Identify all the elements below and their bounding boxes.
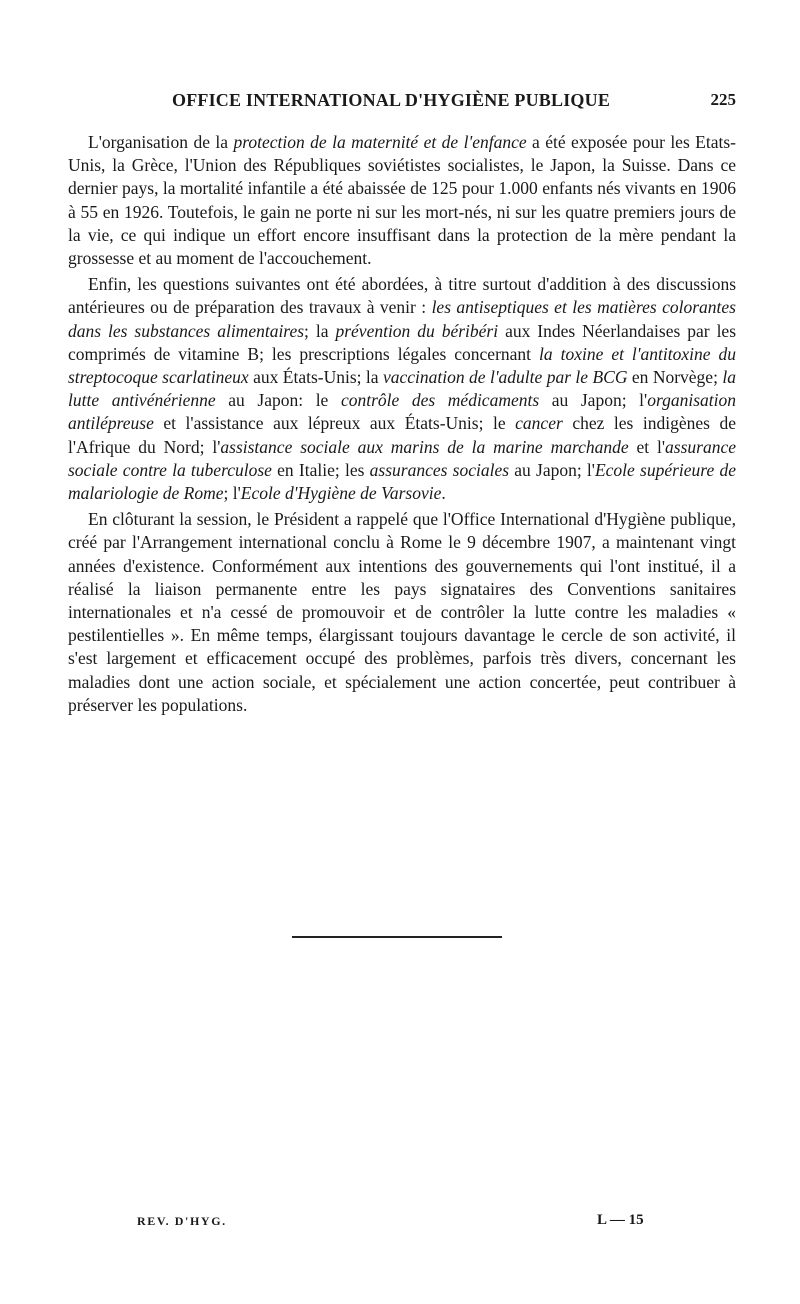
text-run: Enfin, les questions suivantes ont été abordées, à titre surtout d'addition à des discussions antérieures ou de préparation des travaux à venir : bbox=[68, 274, 736, 318]
text-run: L'organisation de la bbox=[88, 132, 234, 152]
italic-text-run: Ecole supérieure de malariologie de Rome bbox=[68, 459, 736, 504]
text-run: et l'assistance aux lépreux aux États-Unis; le bbox=[153, 413, 516, 434]
italic-text-run: prévention du béribéri bbox=[335, 320, 499, 341]
italic-text-run: Ecole d'Hygiène de Varsovie bbox=[240, 483, 442, 504]
italic-text-run: vaccination de l'adulte par le BCG bbox=[382, 367, 628, 388]
running-title: OFFICE INTERNATIONAL D'HYGIÈNE PUBLIQUE bbox=[172, 90, 611, 110]
text-run: ; l' bbox=[223, 483, 241, 504]
italic-text-run: organisation antilépreuse bbox=[68, 390, 736, 434]
text-run: et l' bbox=[628, 436, 666, 457]
journal-footer: REV. D'HYG. bbox=[137, 1214, 227, 1228]
text-run: En clôturant la session, le Président a rappelé que l'Office International d'Hygiène publique, créé par l'Arrangement international conclu à Rome le 9 décembre 1907, a maintenant vingt années d'existence. Conformément aux intentions des gouvernements qui l'ont institué, il a réalisé la liaison permanente entre les pays signataires des Conventions sanitaires internationales et n'a cessé de promouvoir et de contrôler la lutte contre les maladies « pestilentielles ». En même temps, élargissant toujours davantage le cercle de son activité, il s'est largement et efficacement occupé des problèmes, parfois très divers, concernant les maladies dont une action sociale, et spécialement une action concertée, peut contribuer à préserver les populations. bbox=[68, 509, 736, 715]
text-run: aux Indes Néerlandaises par les comprimés de vitamine B; les prescriptions légales concernant bbox=[68, 320, 737, 364]
text-run: au Japon; l' bbox=[539, 390, 648, 411]
paragraph bbox=[68, 508, 736, 717]
italic-text-run: la toxine et l'antitoxine du streptocoque scarlatineux bbox=[68, 343, 736, 388]
paragraph bbox=[68, 131, 736, 270]
italic-text-run: les antiseptiques et les matières colorantes dans les substances alimentaires bbox=[68, 297, 736, 341]
body-text bbox=[68, 131, 736, 720]
italic-text-run: assistance sociale aux marins de la marine marchande bbox=[220, 436, 629, 457]
text-run: en Italie; les bbox=[271, 459, 370, 480]
text-run: au Japon: le bbox=[215, 390, 341, 411]
text-run: ; la bbox=[304, 320, 336, 341]
italic-text-run: cancer bbox=[515, 413, 563, 434]
italic-text-run: la lutte antivénérienne bbox=[68, 367, 736, 411]
italic-text-run: assurance sociale contre la tuberculose bbox=[68, 436, 737, 480]
section-end-rule bbox=[292, 936, 502, 938]
page-number: 225 bbox=[710, 90, 736, 109]
paragraph bbox=[68, 273, 736, 505]
page-header bbox=[68, 90, 736, 116]
text-run: a été exposée pour les Etats-Unis, la Grèce, l'Union des Républiques soviétistes socialistes, le Japon, la Suisse. Dans ce dernier pays, la mortalité infantile a été abaissée de 125 pour 1.000 enfants nés vivants en 1906 à 55 en 1926. Toutefois, le gain ne porte ni sur les mort-nés, ni sur les quatre premiers jours de la vie, ce qui indique un effort encore insuffisant dans la protection de la mère pendant la grossesse et au moment de l'accouchement. bbox=[68, 132, 737, 269]
italic-text-run: assurances sociales bbox=[369, 459, 510, 480]
text-run: au Japon; l' bbox=[509, 459, 595, 480]
signature-mark: L — 15 bbox=[597, 1212, 644, 1228]
text-run: aux États-Unis; la bbox=[248, 367, 383, 388]
text-run: . bbox=[441, 483, 446, 504]
italic-text-run: contrôle des médicaments bbox=[340, 390, 540, 411]
text-run: chez les indigènes de l'Afrique du Nord; l' bbox=[68, 413, 737, 457]
italic-text-run: protection de la maternité et de l'enfance bbox=[233, 132, 527, 152]
text-run: en Norvège; bbox=[627, 367, 723, 388]
